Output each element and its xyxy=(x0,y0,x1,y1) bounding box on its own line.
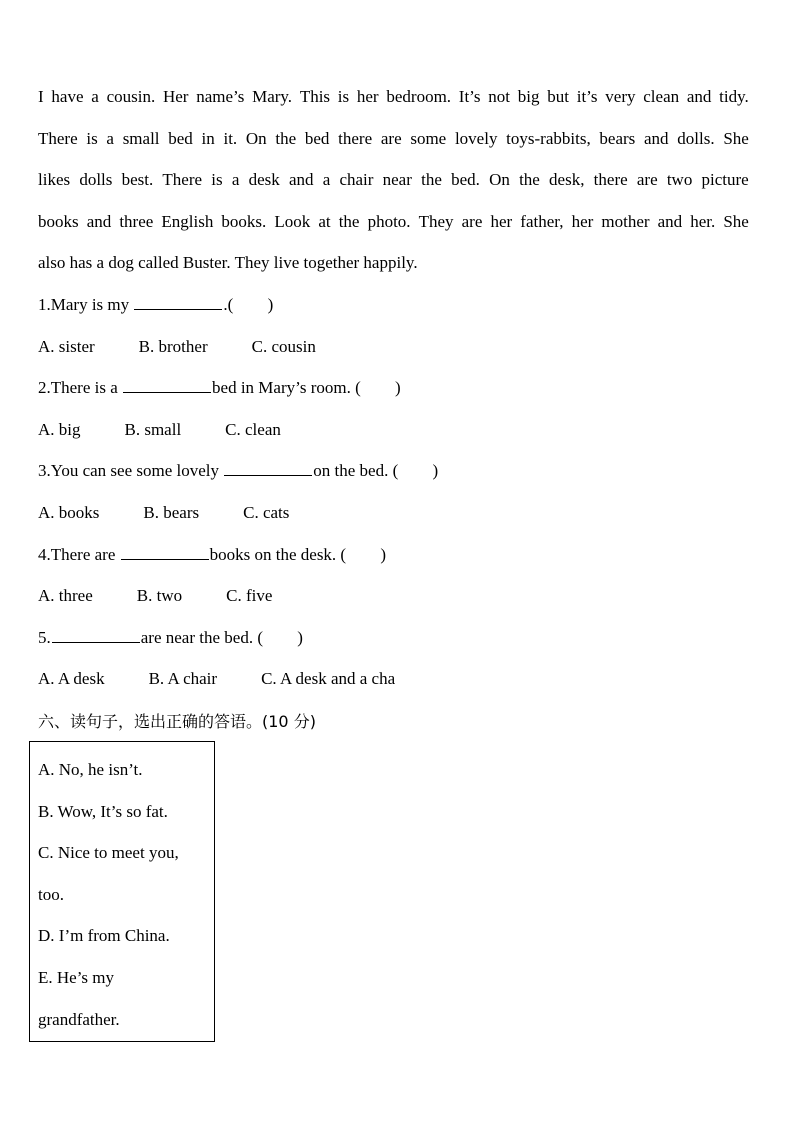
passage-word: in xyxy=(201,128,215,148)
passage-word: desk, xyxy=(549,170,585,190)
question-3-stem-end: on the bed. ( xyxy=(313,461,403,481)
question-5-stem-start: 5. xyxy=(38,627,51,647)
question-4-blank[interactable] xyxy=(121,544,209,560)
passage-word: small xyxy=(122,128,160,148)
question-4-option-c[interactable]: C. five xyxy=(226,586,273,606)
passage-word: English xyxy=(161,211,214,231)
passage-word: Look xyxy=(274,211,311,231)
passage-word: not xyxy=(488,87,511,106)
passage-word: her. xyxy=(690,211,716,231)
passage-word: the xyxy=(421,170,442,190)
answer-choice-c-continued: too. xyxy=(38,884,64,904)
answer-choice-d: D. I’m from China. xyxy=(38,926,170,946)
passage-word: it. xyxy=(223,128,238,148)
answer-choices-box xyxy=(29,741,215,1042)
passage-word: and xyxy=(288,170,314,190)
passage-word: likes xyxy=(38,170,71,190)
passage-word: are xyxy=(636,170,658,190)
passage-word: chair xyxy=(339,170,374,190)
answer-choice-c: C. Nice to meet you, xyxy=(38,843,179,863)
passage-word: is xyxy=(337,87,350,106)
question-3-blank[interactable] xyxy=(224,460,312,476)
passage-line-5: also has a dog called Buster. They live together happily. xyxy=(38,253,418,273)
question-2-options xyxy=(38,409,758,451)
passage-word: a xyxy=(322,170,331,190)
passage-word: On xyxy=(489,170,510,190)
passage-word: There xyxy=(162,170,203,190)
passage-word: On xyxy=(245,128,267,148)
worksheet-page xyxy=(38,76,758,742)
question-4-stem-end: books on the desk. ( xyxy=(209,544,351,564)
question-5-option-a[interactable]: A. A desk xyxy=(38,669,105,689)
passage-word: lovely xyxy=(454,128,498,148)
question-5-stem-end: are near the bed. ( xyxy=(140,627,268,647)
passage-word: there xyxy=(338,128,373,148)
passage-word: photo. xyxy=(367,211,411,231)
passage-word: a xyxy=(106,128,114,148)
passage-word: dolls. xyxy=(677,128,715,148)
passage-word: toys-rabbits, xyxy=(506,128,591,148)
question-5-paren-close: ) xyxy=(297,627,303,647)
question-1-paren-close: ) xyxy=(267,294,274,314)
question-4-paren-close: ) xyxy=(380,544,387,564)
question-5 xyxy=(38,617,758,659)
passage-word: dolls xyxy=(79,170,113,190)
question-2-option-c[interactable]: C. clean xyxy=(225,419,281,439)
passage-word: the xyxy=(275,128,297,148)
question-3-paren-close: ) xyxy=(432,461,439,481)
question-3-stem-start: 3.You can see some lovely xyxy=(38,461,224,481)
passage-word: and xyxy=(644,128,669,148)
passage-word: tidy. xyxy=(719,87,749,106)
passage-line-4 xyxy=(38,201,749,243)
passage-word: bedroom. xyxy=(386,87,452,106)
question-2-blank[interactable] xyxy=(123,377,211,393)
section-6-title: 六、读句子，选出正确的答语。(10 分) xyxy=(38,711,316,731)
passage-word: She xyxy=(723,128,749,148)
question-5-option-c[interactable]: C. A desk and a cha xyxy=(261,669,396,689)
passage-word: it’s xyxy=(576,87,598,106)
passage-word: books. xyxy=(221,211,267,231)
passage-word: bears xyxy=(599,128,636,148)
passage-word: are xyxy=(461,211,483,231)
passage-word: This xyxy=(299,87,331,106)
question-2 xyxy=(38,367,758,409)
question-1-option-c[interactable]: C. cousin xyxy=(251,336,316,356)
question-1-blank[interactable] xyxy=(134,294,222,310)
question-5-blank[interactable] xyxy=(52,627,140,643)
passage-word: Mary. xyxy=(252,87,293,106)
answer-choice-e: E. He’s my xyxy=(38,967,115,987)
question-4-stem-start: 4.There are xyxy=(38,544,120,564)
question-1-option-b[interactable]: B. brother xyxy=(138,336,208,356)
passage-word: big xyxy=(517,87,540,106)
question-3-option-b[interactable]: B. bears xyxy=(143,502,200,522)
passage-word: her xyxy=(571,211,594,231)
question-5-option-b[interactable]: B. A chair xyxy=(148,669,218,689)
question-3-option-a[interactable]: A. books xyxy=(38,502,100,522)
passage-word: there xyxy=(593,170,628,190)
question-4-options xyxy=(38,575,758,617)
passage-word: near xyxy=(382,170,412,190)
question-1-option-a[interactable]: A. sister xyxy=(38,336,95,356)
passage-word: have xyxy=(51,87,84,106)
question-5-options xyxy=(38,658,758,700)
passage-word: is xyxy=(211,170,223,190)
question-3-option-c[interactable]: C. cats xyxy=(243,502,290,522)
passage-word: picture xyxy=(701,170,749,190)
passage-word: three xyxy=(119,211,154,231)
passage-word: a xyxy=(91,87,99,106)
passage-word: clean xyxy=(643,87,680,106)
passage-word: bed xyxy=(304,128,330,148)
passage-word: and xyxy=(657,211,683,231)
question-3-options xyxy=(38,492,758,534)
passage-word: at xyxy=(318,211,331,231)
passage-word: books xyxy=(38,211,79,231)
answer-choice-a: A. No, he isn’t. xyxy=(38,760,143,779)
passage-word: and xyxy=(686,87,712,106)
answer-choice-e-continued: grandfather. xyxy=(38,1009,120,1029)
reading-passage xyxy=(38,76,758,284)
passage-line-3 xyxy=(38,159,749,201)
passage-word: She xyxy=(723,211,749,231)
question-2-stem-end: bed in Mary’s room. ( xyxy=(212,378,366,398)
passage-word: cousin. xyxy=(106,87,156,106)
passage-word: the xyxy=(338,211,360,231)
answer-choice-b: B. Wow, It’s so fat. xyxy=(38,801,168,821)
passage-word: but xyxy=(547,87,569,106)
passage-word: a xyxy=(231,170,240,190)
passage-word: name’s xyxy=(196,87,245,106)
passage-word: There xyxy=(38,128,78,148)
passage-line-2 xyxy=(38,118,749,160)
question-2-stem-start: 2.There is a xyxy=(38,378,123,398)
question-4-option-b[interactable]: B. two xyxy=(136,586,183,606)
passage-word: and xyxy=(86,211,112,231)
passage-word: two xyxy=(666,170,693,190)
passage-line-1 xyxy=(38,76,749,118)
passage-word: the xyxy=(519,170,540,190)
passage-word: They xyxy=(418,211,454,231)
passage-word: are xyxy=(380,128,402,148)
question-4 xyxy=(38,534,758,576)
question-2-paren-close: ) xyxy=(395,378,401,398)
passage-word: bed xyxy=(168,128,193,148)
question-2-option-b[interactable]: B. small xyxy=(124,419,182,439)
passage-word: It’s xyxy=(458,87,481,106)
passage-word: I xyxy=(38,87,44,106)
question-1-stem-end: .( xyxy=(223,294,238,314)
question-1-stem-start: 1.Mary is my xyxy=(38,294,134,314)
passage-word: is xyxy=(86,128,98,148)
passage-word: her xyxy=(356,87,379,106)
question-3 xyxy=(38,450,758,492)
passage-word: very xyxy=(605,87,636,106)
passage-word: mother xyxy=(601,211,650,231)
passage-word: best. xyxy=(121,170,154,190)
passage-word: some xyxy=(410,128,447,148)
passage-word: father, xyxy=(520,211,564,231)
question-2-option-a[interactable]: A. big xyxy=(38,419,81,439)
question-4-option-a[interactable]: A. three xyxy=(38,586,93,606)
passage-word: bed. xyxy=(451,170,480,190)
passage-word: Her xyxy=(162,87,189,106)
question-1 xyxy=(38,284,758,326)
passage-word: her xyxy=(490,211,513,231)
question-1-options xyxy=(38,326,758,368)
passage-word: desk xyxy=(248,170,280,190)
